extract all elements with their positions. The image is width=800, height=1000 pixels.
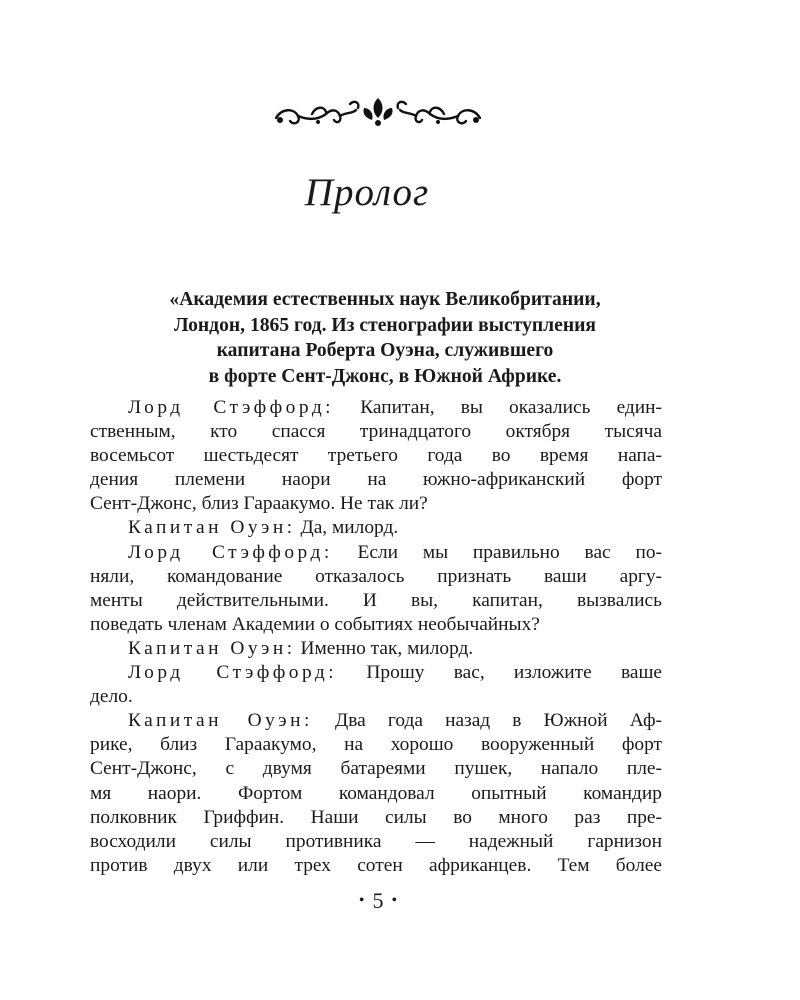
body-line <box>90 709 662 733</box>
page-number <box>0 888 756 914</box>
body-line: ственным, кто спасся тринадцатого октября тысяча <box>90 421 662 443</box>
speaker-name: Капитан Оуэн: <box>128 637 296 659</box>
decorative-ornament-icon <box>272 94 484 130</box>
epigraph <box>98 287 672 389</box>
body-line <box>90 516 662 540</box>
body-line: няли, командование отказалось признать ваши аргу- <box>90 565 662 587</box>
body-line: мя наори. Фортом командовал опытный командир <box>90 782 662 804</box>
line-text: Именно так, милорд. <box>295 637 474 659</box>
body-line: поведать членам Академии о событиях необычайных? <box>90 613 540 635</box>
speaker-name: Капитан Оуэн: <box>128 710 313 732</box>
speaker-name: Лорд Стэффорд: <box>128 662 338 684</box>
epigraph-line: в форте Сент-Джонс, в Южной Африке. <box>208 365 562 387</box>
chapter-title: Пролог <box>304 171 430 214</box>
body-line: менты действительными. И вы, капитан, вызвались <box>90 589 662 611</box>
epigraph-line: Лондон, 1865 год. Из стенографии выступления <box>173 314 597 336</box>
bullet-icon: • <box>391 892 398 909</box>
body-line: дения племени наори на южно-африканский форт <box>90 469 662 491</box>
page-number-value: 5 <box>372 888 384 913</box>
epigraph-line: капитана Роберта Оуэна, служившего <box>216 340 554 362</box>
line-text: Два года назад в Южной Аф- <box>312 710 662 732</box>
body-line: Сент-Джонс, близ Гараакумо. Не так ли? <box>90 493 428 515</box>
speaker-name: Лорд Стэффорд: <box>128 541 333 563</box>
body-line: против двух или трех сотен африканцев. Тем более <box>90 854 662 876</box>
body-line: рике, близ Гараакумо, на хорошо вооруженный форт <box>90 734 662 756</box>
body-line <box>90 661 662 685</box>
body-line: восходили силы противника — надежный гарнизон <box>90 830 662 852</box>
line-text: Капитан, вы оказались един- <box>334 397 662 418</box>
line-text: Да, милорд. <box>295 517 399 539</box>
line-text: Если мы правильно вас по- <box>332 541 662 563</box>
bullet-icon: • <box>358 892 365 909</box>
body-line <box>90 637 662 661</box>
body-line: дело. <box>90 686 133 708</box>
body-line: полковник Гриффин. Наши силы во много раз пре- <box>90 806 662 828</box>
speaker-name: Капитан Оуэн: <box>128 517 296 539</box>
epigraph-line: «Академия естественных наук Великобритании, <box>169 289 601 310</box>
line-text: Прошу вас, изложите ваше <box>337 662 662 684</box>
body-line <box>90 396 662 420</box>
body-line: восемьсот шестьдесят третьего года во время напа- <box>90 445 662 467</box>
speaker-name: Лорд Стэффорд: <box>128 397 335 418</box>
body-text <box>90 396 662 878</box>
body-line <box>90 541 662 565</box>
body-line: Сент-Джонс, с двумя батареями пушек, напало пле- <box>90 758 662 780</box>
